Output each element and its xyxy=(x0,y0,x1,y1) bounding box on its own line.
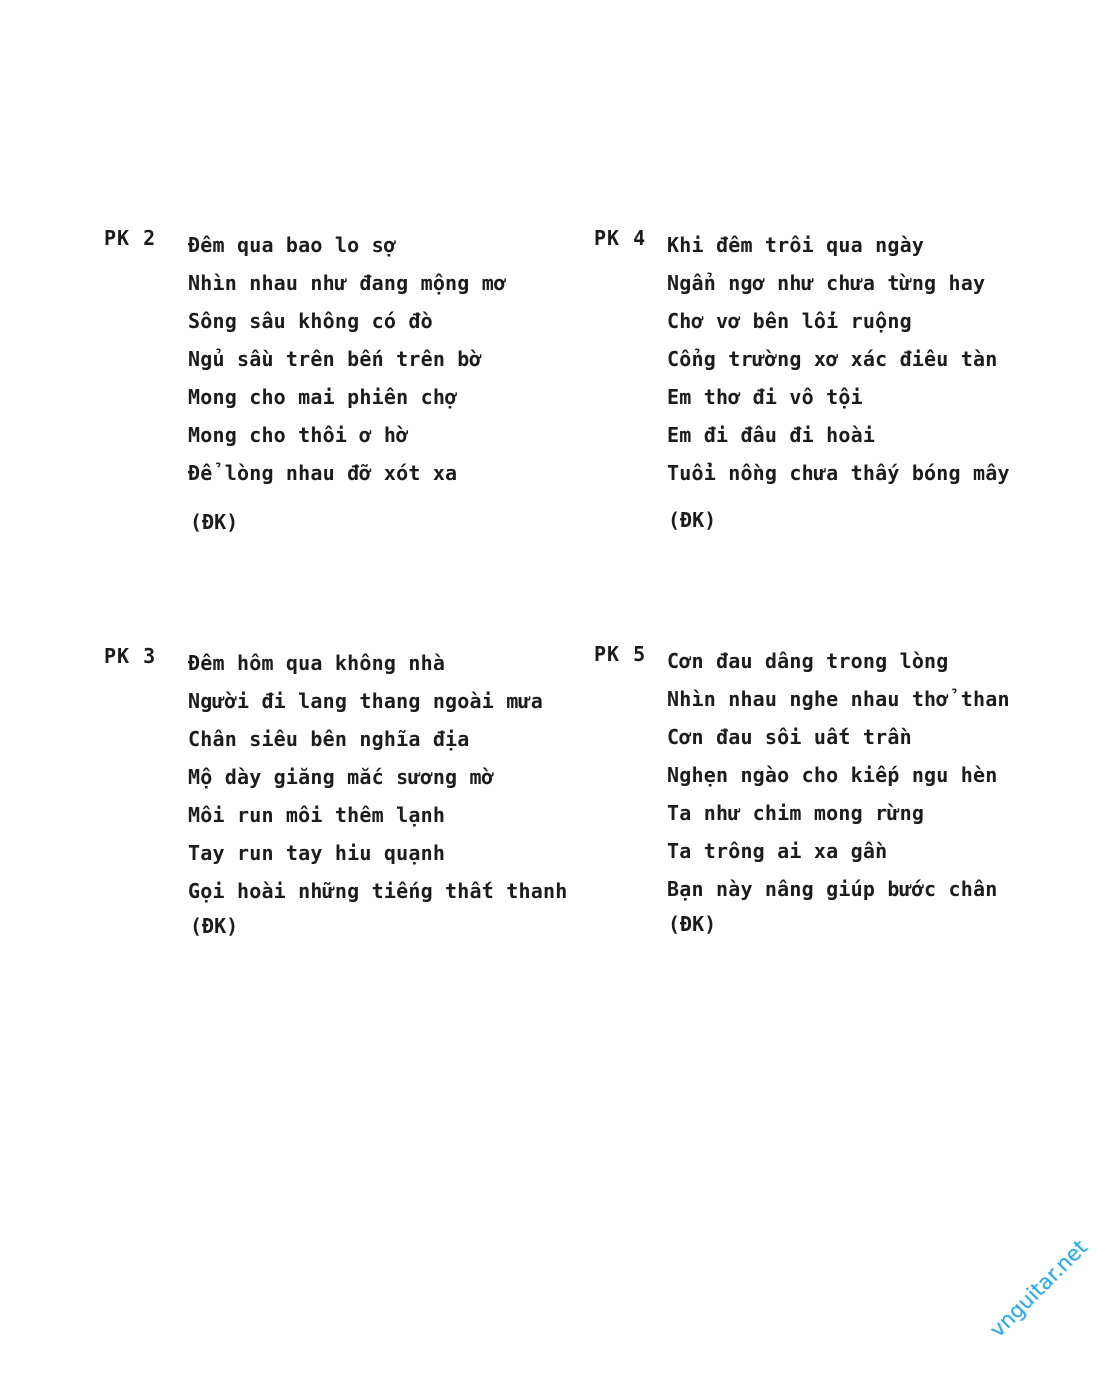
lyric-line: Em đi đâu đi hoài xyxy=(667,423,876,447)
lyric-line: Cơn đau sôi uất trần xyxy=(667,725,912,749)
verse-label: PK 4 xyxy=(594,226,647,250)
lyric-line: Mong cho thôi ơ hờ xyxy=(188,423,409,447)
lyric-line: Nhìn nhau như đang mộng mơ xyxy=(188,271,507,295)
lyric-line: Cơn đau dâng trong lòng xyxy=(667,649,949,673)
refrain-marker: (ĐK) xyxy=(668,912,717,936)
lyric-line: Đêm hôm qua không nhà xyxy=(188,651,446,675)
verse-label: PK 2 xyxy=(104,226,157,250)
lyric-line: Môi run môi thêm lạnh xyxy=(188,803,446,827)
lyric-line: Mộ dày giăng mắc sương mờ xyxy=(188,765,495,789)
verse-lines xyxy=(667,642,1010,908)
refrain-marker: (ĐK) xyxy=(668,508,717,532)
lyric-line: Tuổi nồng chưa thấy bóng mây xyxy=(667,461,1010,485)
lyric-line: Gọi hoài những tiếng thất thanh xyxy=(188,879,568,903)
lyric-line: Người đi lang thang ngoài mưa xyxy=(188,689,543,713)
lyric-line: Chơ vơ bên lối ruộng xyxy=(667,309,912,333)
lyric-line: Tay run tay hiu quạnh xyxy=(188,841,446,865)
lyric-line: Chân siêu bên nghĩa địa xyxy=(188,727,470,751)
lyric-line: Ta trông ai xa gần xyxy=(667,839,888,863)
lyric-line: Cổng trường xơ xác điêu tàn xyxy=(667,347,998,371)
verse-label: PK 3 xyxy=(104,644,157,668)
lyric-line: Đêm qua bao lo sợ xyxy=(188,233,397,257)
verse-lines xyxy=(188,644,567,910)
lyric-line: Để lòng nhau đỡ xót xa xyxy=(188,461,458,485)
lyric-line: Bạn này nâng giúp bước chân xyxy=(667,877,998,901)
lyric-line: Ta như chim mong rừng xyxy=(667,801,925,825)
lyric-line: Em thơ đi vô tội xyxy=(667,385,863,409)
lyric-line: Ngủ sầu trên bến trên bờ xyxy=(188,347,482,371)
lyric-line: Khi đêm trôi qua ngày xyxy=(667,233,925,257)
verse-lines xyxy=(188,226,506,492)
lyric-line: Nghẹn ngào cho kiếp ngu hèn xyxy=(667,763,998,787)
lyric-line: Mong cho mai phiên chợ xyxy=(188,385,458,409)
verse-lines xyxy=(667,226,1010,492)
watermark: vnguitar.net xyxy=(985,1235,1092,1342)
lyric-line: Ngẩn ngơ như chưa từng hay xyxy=(667,271,986,295)
refrain-marker: (ĐK) xyxy=(190,914,239,938)
lyric-line: Sông sâu không có đò xyxy=(188,309,433,333)
verse-label: PK 5 xyxy=(594,642,647,666)
lyric-line: Nhìn nhau nghe nhau thở than xyxy=(667,687,1010,711)
refrain-marker: (ĐK) xyxy=(190,510,239,534)
